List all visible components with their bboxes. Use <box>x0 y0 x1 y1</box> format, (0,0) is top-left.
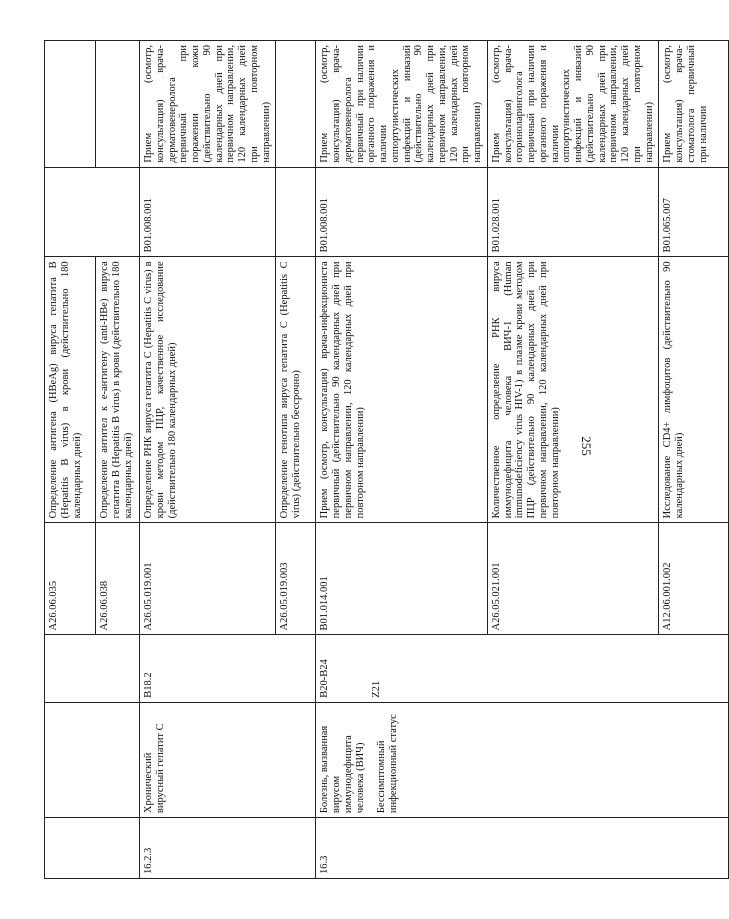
mkb-code-secondary: Z21 <box>371 680 382 698</box>
page-number: 255 <box>579 436 594 456</box>
consult-description: Прием (осмотр, консультация) врача-дерматовенеролога первичный при наличии органного поражения и наличии оппортунистических инфекций и инвазий (действительно 90 календарных дней при первичном направлении, 120 календарных дней при повторном направлении) <box>316 41 488 168</box>
disease-name: Болезнь, вызванная вирусом иммунодефицита человека (ВИЧ) <box>319 725 366 814</box>
service-code: B01.014.001 <box>316 523 488 635</box>
mkb-code: B18.2 <box>140 635 316 702</box>
mkb-code-cell <box>45 635 140 702</box>
consult-code: B01.028.001 <box>487 167 659 257</box>
row-number-cell <box>45 818 140 879</box>
consult-code-cell <box>276 167 316 257</box>
service-description: Количественное определение РНК вируса иммунодефицита человека ВИЧ-1 (Human immunodeficiency virus HIV-1) в плазме крови методом ПЦР (действительно 90 календарных дней при первичном направлении, 120 календарных дней при повторном направлении) <box>487 257 659 523</box>
service-description: Определение антител к e-антигену (anti-HBe) вируса гепатита B (Hepatitis B virus) в крови (действительно 180 календарных дней) <box>96 257 140 523</box>
mkb-code: B20-B24 <box>319 659 331 698</box>
service-code: A26.06.038 <box>96 523 140 635</box>
service-code: A26.05.019.003 <box>276 523 316 635</box>
consult-code: B01.008.001 <box>316 167 488 257</box>
consult-description-cell <box>45 41 96 168</box>
service-code: A12.06.001.002 <box>659 523 729 635</box>
table-row <box>316 41 488 879</box>
disease-cell <box>316 702 729 817</box>
service-description: Определение генотипа вируса гепатита C (Hepatitis C virus) (действительно бессрочно) <box>276 257 316 523</box>
table-row <box>140 41 276 879</box>
consult-description: Прием (осмотр, консультация) врача-стоматолога первичный при наличии <box>659 41 729 168</box>
row-number: 16.3 <box>316 818 729 879</box>
service-code: A26.05.021.001 <box>487 523 659 635</box>
disease-name: Хронический вирусный гепатит C <box>140 702 316 817</box>
row-number: 16.2.3 <box>140 818 316 879</box>
service-description: Прием (осмотр, консультация) врача-инфекциониста первичный (действительно 90 календарных дней при первичном направлении, 120 календарных дней при повторном направлении) <box>316 257 488 523</box>
disease-name-secondary: Бессимптомный инфекционный статус <box>376 714 399 814</box>
consult-code: B01.065.007 <box>659 167 729 257</box>
consult-description-cell <box>276 41 316 168</box>
service-description: Исследование CD4+ лимфоцитов (действительно 90 календарных дней) <box>659 257 729 523</box>
consult-code-cell <box>45 167 140 257</box>
services-table <box>44 40 729 879</box>
table-row <box>45 41 96 879</box>
service-code: A26.05.019.001 <box>140 523 276 635</box>
service-code: A26.06.035 <box>45 523 96 635</box>
consult-description-cell <box>96 41 140 168</box>
consult-description: Прием (осмотр, консультация) врача-дерматовенеролога первичный при поражении кожи (действительно 90 календарных дней при первичном направлении, 120 календарных дней при повторном направлении) <box>140 41 276 168</box>
mkb-code-cell <box>316 635 729 702</box>
service-description: Определение РНК вируса гепатита C (Hepatitis C virus) в крови методом ПЦР, качественное исследование (действительно 180 календарных дней) <box>140 257 276 523</box>
service-description: Определение антигена (HBeAg) вируса гепатита B (Hepatitis B virus) в крови (действительно 180 календарных дней) <box>45 257 96 523</box>
consult-code: B01.008.001 <box>140 167 276 257</box>
disease-cell <box>45 702 140 817</box>
consult-description: Прием (осмотр, консультация) врача-оториноларинголога первичный при наличии органного поражения и наличии оппортунистических инфекций и инвазий (действительно 90 календарных дней при первичном направлении, 120 календарных дней при повторном направлении) <box>487 41 659 168</box>
